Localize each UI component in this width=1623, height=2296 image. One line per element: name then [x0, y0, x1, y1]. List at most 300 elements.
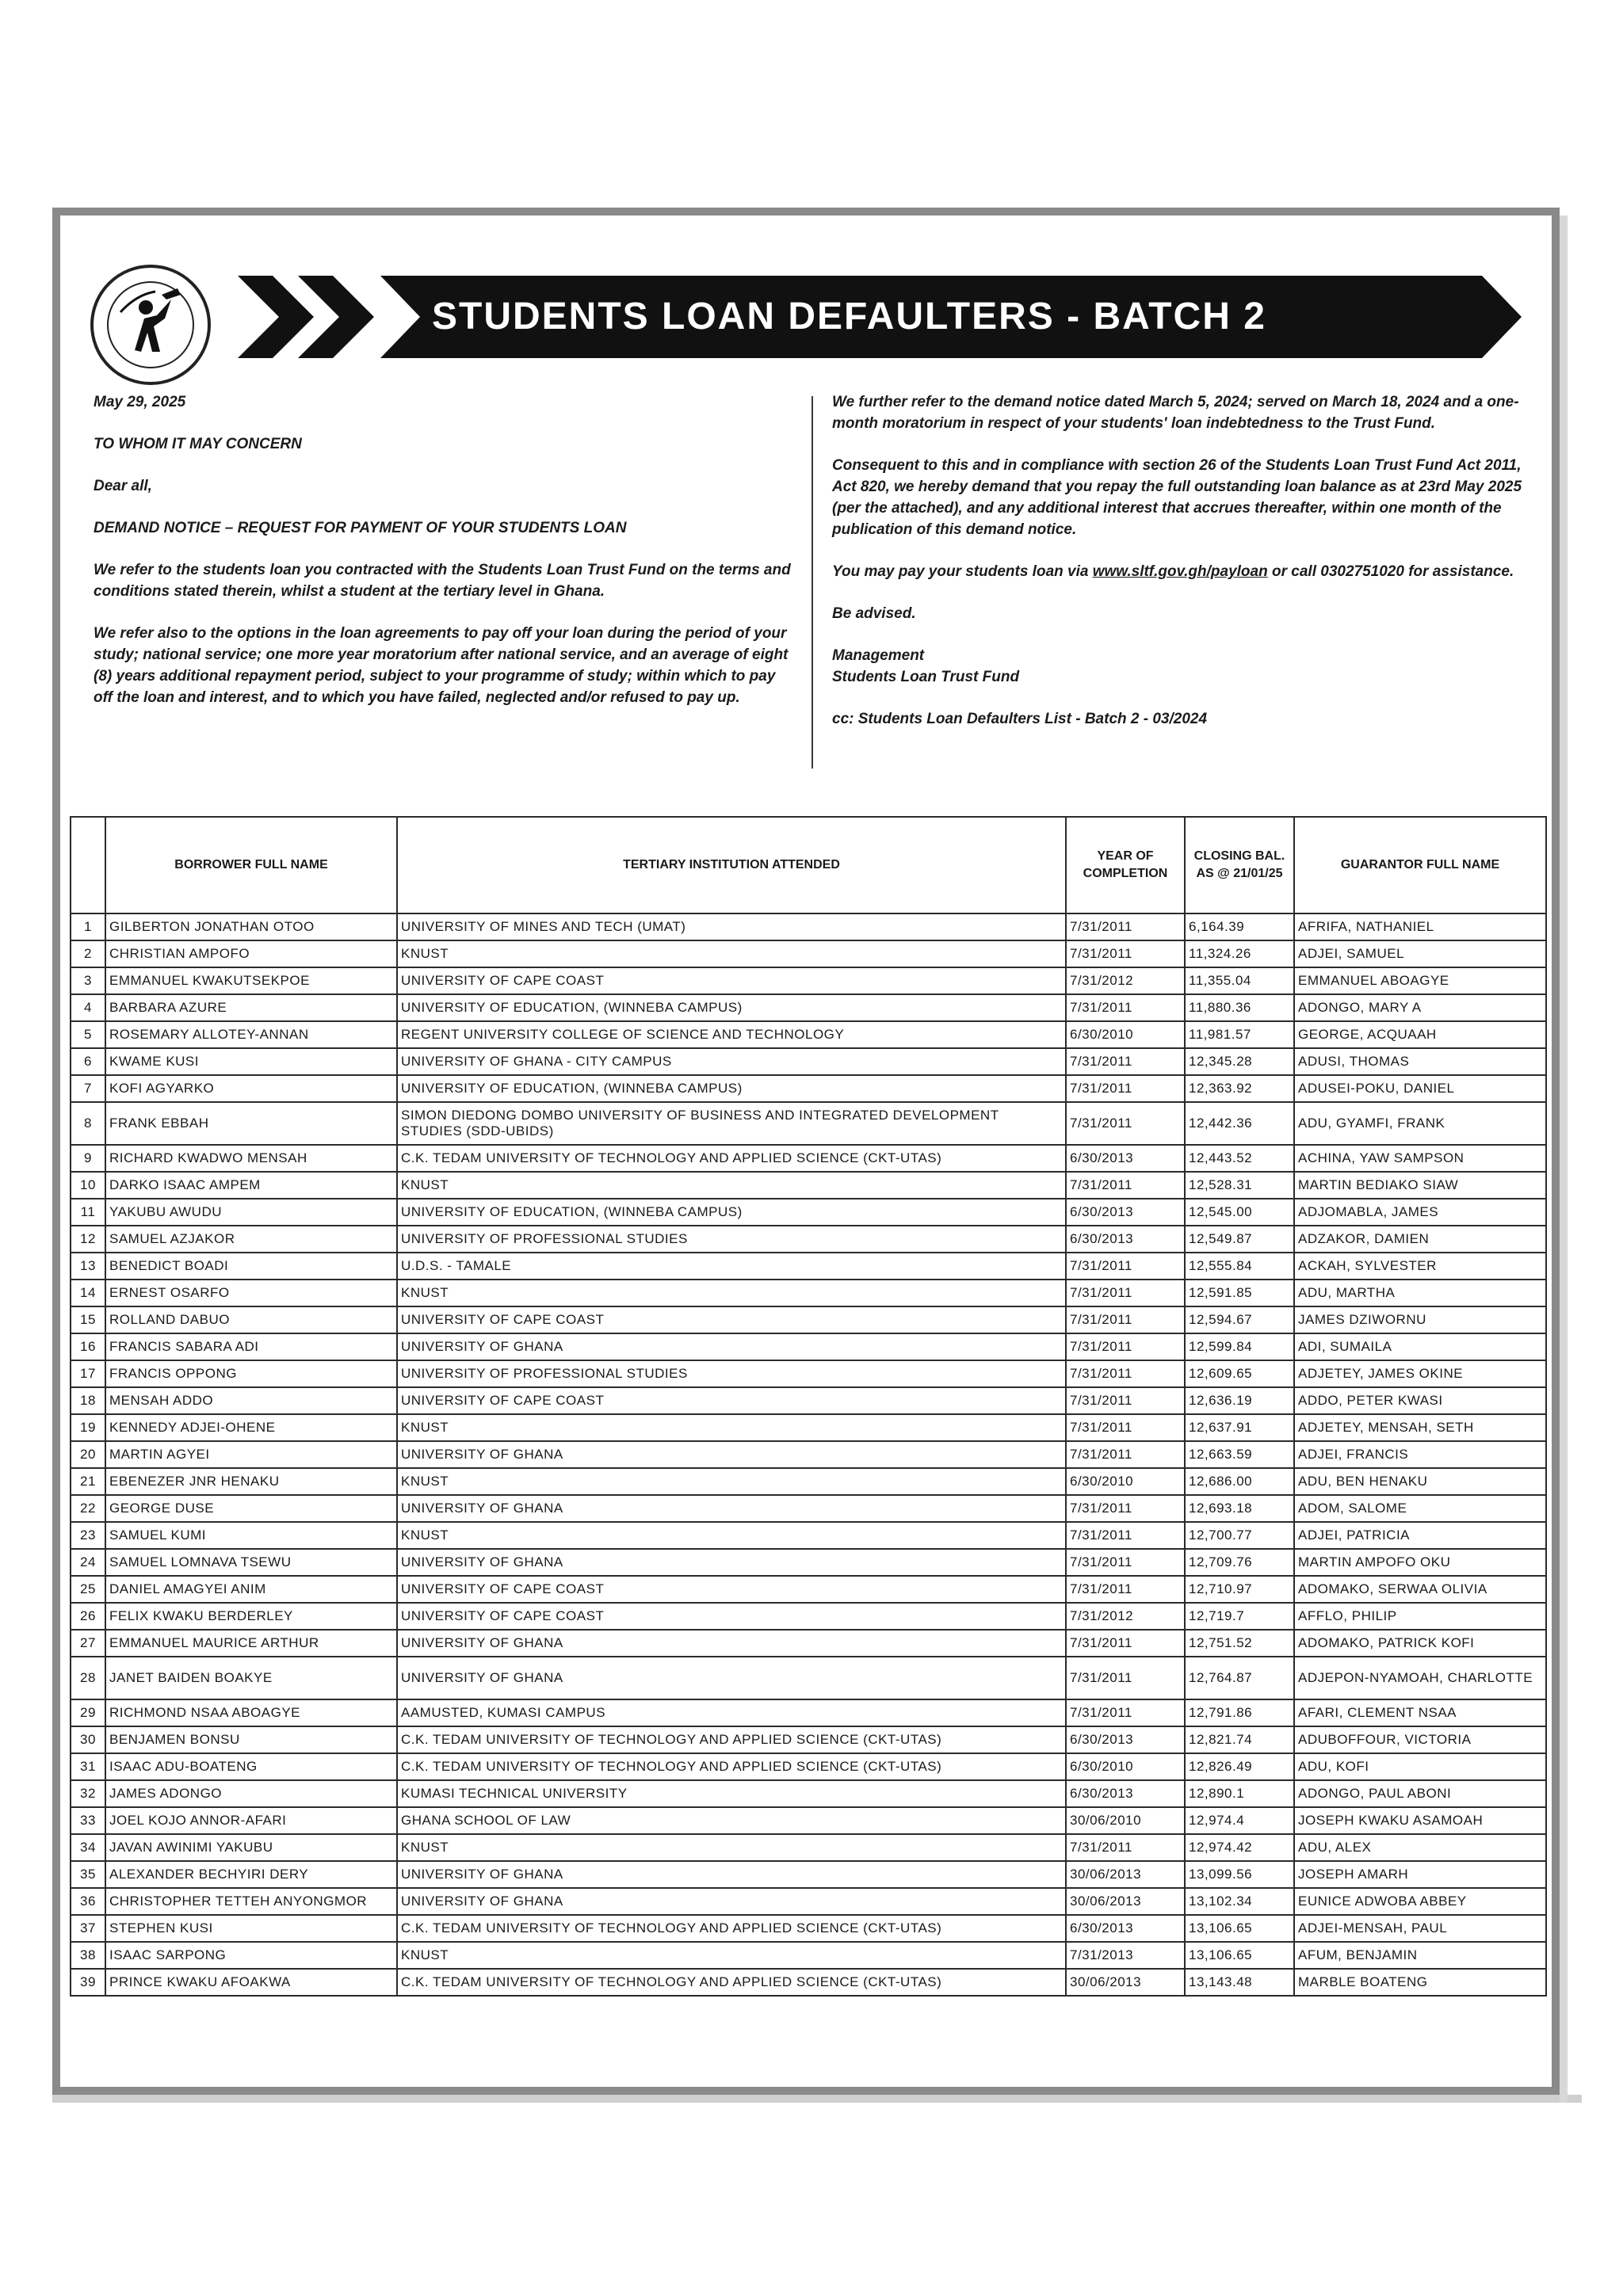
guarantor-name: ADDO, PETER KWASI	[1294, 1387, 1546, 1414]
row-number: 5	[71, 1021, 105, 1048]
guarantor-name: ADUSI, THOMAS	[1294, 1048, 1546, 1075]
institution-name: AAMUSTED, KUMASI CAMPUS	[397, 1699, 1066, 1726]
closing-balance: 12,443.52	[1185, 1145, 1294, 1172]
borrower-name: ERNEST OSARFO	[105, 1280, 397, 1306]
row-number: 7	[71, 1075, 105, 1102]
closing-balance: 13,102.34	[1185, 1888, 1294, 1915]
closing-balance: 13,143.48	[1185, 1969, 1294, 1996]
guarantor-name: ADONGO, MARY A	[1294, 994, 1546, 1021]
completion-year: 6/30/2013	[1066, 1145, 1185, 1172]
table-row	[71, 940, 1546, 967]
borrower-name: BENEDICT BOADI	[105, 1253, 397, 1280]
institution-name: UNIVERSITY OF EDUCATION, (WINNEBA CAMPUS)	[397, 1199, 1066, 1226]
completion-year: 6/30/2013	[1066, 1199, 1185, 1226]
row-number: 18	[71, 1387, 105, 1414]
table-row	[71, 1253, 1546, 1280]
row-number: 25	[71, 1576, 105, 1603]
table-row	[71, 1576, 1546, 1603]
completion-year: 30/06/2010	[1066, 1807, 1185, 1834]
table-row	[71, 1360, 1546, 1387]
closing-balance: 11,324.26	[1185, 940, 1294, 967]
closing-balance: 13,106.65	[1185, 1915, 1294, 1942]
table-row	[71, 967, 1546, 994]
table-row	[71, 1048, 1546, 1075]
table-row	[71, 1280, 1546, 1306]
table-row	[71, 1861, 1546, 1888]
completion-year: 7/31/2011	[1066, 1387, 1185, 1414]
borrower-name: YAKUBU AWUDU	[105, 1199, 397, 1226]
borrower-name: JAVAN AWINIMI YAKUBU	[105, 1834, 397, 1861]
letter-paragraph-4: Consequent to this and in compliance with section 26 of the Students Loan Trust Fund Act 2011, Act 820, we hereby demand that you repay the full outstanding loan balance as at 23rd May 2025 (per the attached), and any additional interest that accrues thereafter, within one month of the publication of this demand notice.	[832, 457, 1522, 538]
institution-name: UNIVERSITY OF EDUCATION, (WINNEBA CAMPUS)	[397, 994, 1066, 1021]
row-number: 29	[71, 1699, 105, 1726]
closing-balance: 12,528.31	[1185, 1172, 1294, 1199]
institution-name: UNIVERSITY OF GHANA	[397, 1657, 1066, 1699]
row-number: 24	[71, 1549, 105, 1576]
table-row	[71, 1387, 1546, 1414]
institution-name: UNIVERSITY OF CAPE COAST	[397, 967, 1066, 994]
guarantor-name: JAMES DZIWORNU	[1294, 1306, 1546, 1333]
borrower-name: JAMES ADONGO	[105, 1780, 397, 1807]
guarantor-name: ADJETEY, JAMES OKINE	[1294, 1360, 1546, 1387]
row-number: 9	[71, 1145, 105, 1172]
completion-year: 30/06/2013	[1066, 1861, 1185, 1888]
completion-year: 7/31/2011	[1066, 913, 1185, 940]
borrower-name: JOEL KOJO ANNOR-AFARI	[105, 1807, 397, 1834]
table-row	[71, 1603, 1546, 1630]
borrower-name: KENNEDY ADJEI-OHENE	[105, 1414, 397, 1441]
row-number: 32	[71, 1780, 105, 1807]
completion-year: 6/30/2010	[1066, 1753, 1185, 1780]
completion-year: 7/31/2011	[1066, 1102, 1185, 1145]
table-row	[71, 1522, 1546, 1549]
table-row	[71, 994, 1546, 1021]
guarantor-name: ADJETEY, MENSAH, SETH	[1294, 1414, 1546, 1441]
guarantor-name: ADI, SUMAILA	[1294, 1333, 1546, 1360]
guarantor-name: ADU, KOFI	[1294, 1753, 1546, 1780]
institution-name: UNIVERSITY OF GHANA	[397, 1333, 1066, 1360]
guarantor-name: ADU, GYAMFI, FRANK	[1294, 1102, 1546, 1145]
row-number: 22	[71, 1495, 105, 1522]
guarantor-name: AFRIFA, NATHANIEL	[1294, 913, 1546, 940]
row-number: 26	[71, 1603, 105, 1630]
guarantor-name: ADJEI, SAMUEL	[1294, 940, 1546, 967]
guarantor-name: ADJEPON-NYAMOAH, CHARLOTTE	[1294, 1657, 1546, 1699]
completion-year: 7/31/2011	[1066, 1280, 1185, 1306]
institution-name: UNIVERSITY OF PROFESSIONAL STUDIES	[397, 1360, 1066, 1387]
table-row	[71, 1021, 1546, 1048]
completion-year: 7/31/2011	[1066, 1414, 1185, 1441]
chevron-arrows	[238, 276, 396, 358]
closing-balance: 12,363.92	[1185, 1075, 1294, 1102]
institution-name: KNUST	[397, 1834, 1066, 1861]
borrower-name: FRANK EBBAH	[105, 1102, 397, 1145]
table-row	[71, 1780, 1546, 1807]
closing-balance: 12,693.18	[1185, 1495, 1294, 1522]
column-divider	[812, 396, 813, 769]
institution-name: UNIVERSITY OF GHANA	[397, 1441, 1066, 1468]
row-number: 28	[71, 1657, 105, 1699]
closing-balance: 12,700.77	[1185, 1522, 1294, 1549]
row-number: 17	[71, 1360, 105, 1387]
table-row	[71, 1549, 1546, 1576]
institution-name: KUMASI TECHNICAL UNIVERSITY	[397, 1780, 1066, 1807]
guarantor-name: ACKAH, SYLVESTER	[1294, 1253, 1546, 1280]
closing-balance: 12,826.49	[1185, 1753, 1294, 1780]
borrower-name: CHRISTIAN AMPOFO	[105, 940, 397, 967]
closing-balance: 12,890.1	[1185, 1780, 1294, 1807]
completion-year: 7/31/2011	[1066, 1253, 1185, 1280]
defaulters-table	[70, 816, 1547, 1997]
letter-left-column	[94, 391, 791, 729]
guarantor-name: ACHINA, YAW SAMPSON	[1294, 1145, 1546, 1172]
guarantor-name: GEORGE, ACQUAAH	[1294, 1021, 1546, 1048]
institution-name: UNIVERSITY OF GHANA	[397, 1495, 1066, 1522]
institution-name: UNIVERSITY OF EDUCATION, (WINNEBA CAMPUS)	[397, 1075, 1066, 1102]
institution-name: UNIVERSITY OF CAPE COAST	[397, 1306, 1066, 1333]
signature-line-2: Students Loan Trust Fund	[832, 669, 1020, 685]
guarantor-name: ADOMAKO, SERWAA OLIVIA	[1294, 1576, 1546, 1603]
closing-balance: 12,636.19	[1185, 1387, 1294, 1414]
table-row	[71, 1414, 1546, 1441]
completion-year: 7/31/2011	[1066, 1306, 1185, 1333]
completion-year: 7/31/2011	[1066, 994, 1185, 1021]
closing-balance: 12,599.84	[1185, 1333, 1294, 1360]
completion-year: 7/31/2011	[1066, 1360, 1185, 1387]
completion-year: 7/31/2011	[1066, 1630, 1185, 1657]
completion-year: 7/31/2011	[1066, 1549, 1185, 1576]
borrower-name: DARKO ISAAC AMPEM	[105, 1172, 397, 1199]
borrower-name: FELIX KWAKU BERDERLEY	[105, 1603, 397, 1630]
row-number: 39	[71, 1969, 105, 1996]
guarantor-name: ADZAKOR, DAMIEN	[1294, 1226, 1546, 1253]
institution-name: GHANA SCHOOL OF LAW	[397, 1807, 1066, 1834]
table-row	[71, 1199, 1546, 1226]
institution-name: C.K. TEDAM UNIVERSITY OF TECHNOLOGY AND APPLIED SCIENCE (CKT-UTAS)	[397, 1726, 1066, 1753]
institution-name: UNIVERSITY OF CAPE COAST	[397, 1576, 1066, 1603]
row-number: 11	[71, 1199, 105, 1226]
borrower-name: FRANCIS SABARA ADI	[105, 1333, 397, 1360]
payment-text-prefix: You may pay your students loan via	[832, 563, 1093, 580]
borrower-name: BENJAMEN BONSU	[105, 1726, 397, 1753]
institution-name: C.K. TEDAM UNIVERSITY OF TECHNOLOGY AND APPLIED SCIENCE (CKT-UTAS)	[397, 1915, 1066, 1942]
borrower-name: SAMUEL AZJAKOR	[105, 1226, 397, 1253]
guarantor-name: ADU, MARTHA	[1294, 1280, 1546, 1306]
guarantor-name: MARTIN AMPOFO OKU	[1294, 1549, 1546, 1576]
guarantor-name: ADJEI, FRANCIS	[1294, 1441, 1546, 1468]
guarantor-name: ADONGO, PAUL ABONI	[1294, 1780, 1546, 1807]
row-number: 35	[71, 1861, 105, 1888]
guarantor-name: JOSEPH KWAKU ASAMOAH	[1294, 1807, 1546, 1834]
table-row	[71, 1807, 1546, 1834]
institution-name: C.K. TEDAM UNIVERSITY OF TECHNOLOGY AND APPLIED SCIENCE (CKT-UTAS)	[397, 1145, 1066, 1172]
completion-year: 6/30/2013	[1066, 1726, 1185, 1753]
institution-name: UNIVERSITY OF MINES AND TECH (UMAT)	[397, 913, 1066, 940]
institution-name: C.K. TEDAM UNIVERSITY OF TECHNOLOGY AND APPLIED SCIENCE (CKT-UTAS)	[397, 1969, 1066, 1996]
letter-cc: cc: Students Loan Defaulters List - Batch 2 - 03/2024	[832, 711, 1208, 727]
closing-balance: 12,709.76	[1185, 1549, 1294, 1576]
borrower-name: JANET BAIDEN BOAKYE	[105, 1657, 397, 1699]
borrower-name: KOFI AGYARKO	[105, 1075, 397, 1102]
closing-balance: 12,686.00	[1185, 1468, 1294, 1495]
completion-year: 7/31/2012	[1066, 967, 1185, 994]
letter-recipient: TO WHOM IT MAY CONCERN	[94, 436, 302, 452]
completion-year: 7/31/2011	[1066, 1172, 1185, 1199]
frame-shadow	[52, 2095, 1582, 2103]
completion-year: 7/31/2011	[1066, 1048, 1185, 1075]
borrower-name: ISAAC ADU-BOATENG	[105, 1753, 397, 1780]
letter-paragraph-5	[832, 561, 1545, 582]
borrower-name: RICHARD KWADWO MENSAH	[105, 1145, 397, 1172]
borrower-name: BARBARA AZURE	[105, 994, 397, 1021]
closing-balance: 12,545.00	[1185, 1199, 1294, 1226]
completion-year: 6/30/2010	[1066, 1468, 1185, 1495]
header-borrower-name: BORROWER FULL NAME	[105, 817, 397, 913]
institution-name: UNIVERSITY OF GHANA	[397, 1630, 1066, 1657]
institution-name: KNUST	[397, 1522, 1066, 1549]
institution-name: U.D.S. - TAMALE	[397, 1253, 1066, 1280]
frame-shadow-right	[1560, 215, 1568, 2103]
institution-name: REGENT UNIVERSITY COLLEGE OF SCIENCE AND TECHNOLOGY	[397, 1021, 1066, 1048]
borrower-name: FRANCIS OPPONG	[105, 1360, 397, 1387]
table-row	[71, 1306, 1546, 1333]
letter-subject: DEMAND NOTICE – REQUEST FOR PAYMENT OF YOUR STUDENTS LOAN	[94, 520, 627, 536]
table-row	[71, 1102, 1546, 1145]
row-number: 33	[71, 1807, 105, 1834]
guarantor-name: ADUSEI-POKU, DANIEL	[1294, 1075, 1546, 1102]
institution-name: SIMON DIEDONG DOMBO UNIVERSITY OF BUSINESS AND INTEGRATED DEVELOPMENT STUDIES (SDD-UBIDS)	[397, 1102, 1066, 1145]
borrower-name: RICHMOND NSAA ABOAGYE	[105, 1699, 397, 1726]
guarantor-name: MARTIN BEDIAKO SIAW	[1294, 1172, 1546, 1199]
table-row	[71, 1942, 1546, 1969]
table-row	[71, 1630, 1546, 1657]
guarantor-name: ADOM, SALOME	[1294, 1495, 1546, 1522]
row-number: 19	[71, 1414, 105, 1441]
completion-year: 7/31/2013	[1066, 1942, 1185, 1969]
row-number: 20	[71, 1441, 105, 1468]
completion-year: 7/31/2011	[1066, 1333, 1185, 1360]
letter-greeting: Dear all,	[94, 478, 152, 494]
institution-name: UNIVERSITY OF GHANA	[397, 1861, 1066, 1888]
borrower-name: ISAAC SARPONG	[105, 1942, 397, 1969]
guarantor-name: ADJOMABLA, JAMES	[1294, 1199, 1546, 1226]
closing-balance: 12,442.36	[1185, 1102, 1294, 1145]
closing-balance: 12,974.4	[1185, 1807, 1294, 1834]
guarantor-name: AFUM, BENJAMIN	[1294, 1942, 1546, 1969]
borrower-name: STEPHEN KUSI	[105, 1915, 397, 1942]
row-number: 31	[71, 1753, 105, 1780]
borrower-name: GILBERTON JONATHAN OTOO	[105, 913, 397, 940]
row-number: 36	[71, 1888, 105, 1915]
row-number: 14	[71, 1280, 105, 1306]
institution-name: KNUST	[397, 940, 1066, 967]
guarantor-name: ADUBOFFOUR, VICTORIA	[1294, 1726, 1546, 1753]
closing-balance: 12,549.87	[1185, 1226, 1294, 1253]
completion-year: 6/30/2013	[1066, 1780, 1185, 1807]
row-number: 30	[71, 1726, 105, 1753]
row-number: 13	[71, 1253, 105, 1280]
completion-year: 7/31/2011	[1066, 1522, 1185, 1549]
borrower-name: SAMUEL KUMI	[105, 1522, 397, 1549]
row-number: 12	[71, 1226, 105, 1253]
guarantor-name: ADU, BEN HENAKU	[1294, 1468, 1546, 1495]
table-row	[71, 1726, 1546, 1753]
closing-balance: 12,751.52	[1185, 1630, 1294, 1657]
completion-year: 6/30/2010	[1066, 1021, 1185, 1048]
closing-balance: 13,099.56	[1185, 1861, 1294, 1888]
borrower-name: PRINCE KWAKU AFOAKWA	[105, 1969, 397, 1996]
table-row	[71, 913, 1546, 940]
borrower-name: ALEXANDER BECHYIRI DERY	[105, 1861, 397, 1888]
closing-balance: 12,637.91	[1185, 1414, 1294, 1441]
row-number: 37	[71, 1915, 105, 1942]
row-number: 27	[71, 1630, 105, 1657]
borrower-name: KWAME KUSI	[105, 1048, 397, 1075]
header-balance: CLOSING BAL. AS @ 21/01/25	[1185, 817, 1294, 913]
table-row	[71, 1172, 1546, 1199]
table-row	[71, 1495, 1546, 1522]
borrower-name: ROSEMARY ALLOTEY-ANNAN	[105, 1021, 397, 1048]
borrower-name: MARTIN AGYEI	[105, 1441, 397, 1468]
borrower-name: EMMANUEL KWAKUTSEKPOE	[105, 967, 397, 994]
table-row	[71, 1834, 1546, 1861]
letter-advised: Be advised.	[832, 605, 916, 622]
institution-name: UNIVERSITY OF CAPE COAST	[397, 1603, 1066, 1630]
completion-year: 7/31/2011	[1066, 1075, 1185, 1102]
borrower-name: SAMUEL LOMNAVA TSEWU	[105, 1549, 397, 1576]
closing-balance: 12,663.59	[1185, 1441, 1294, 1468]
table-row	[71, 1969, 1546, 1996]
table-header-row	[71, 817, 1546, 913]
guarantor-name: AFFLO, PHILIP	[1294, 1603, 1546, 1630]
closing-balance: 13,106.65	[1185, 1942, 1294, 1969]
row-number: 2	[71, 940, 105, 967]
table-row	[71, 1075, 1546, 1102]
table-row	[71, 1915, 1546, 1942]
table-row	[71, 1657, 1546, 1699]
row-number: 4	[71, 994, 105, 1021]
row-number: 38	[71, 1942, 105, 1969]
closing-balance: 12,764.87	[1185, 1657, 1294, 1699]
page-title: STUDENTS LOAN DEFAULTERS - BATCH 2	[432, 296, 1266, 338]
header-guarantor: GUARANTOR FULL NAME	[1294, 817, 1546, 913]
borrower-name: DANIEL AMAGYEI ANIM	[105, 1576, 397, 1603]
guarantor-name: MARBLE BOATENG	[1294, 1969, 1546, 1996]
header-institution: TERTIARY INSTITUTION ATTENDED	[397, 817, 1066, 913]
borrower-name: CHRISTOPHER TETTEH ANYONGMOR	[105, 1888, 397, 1915]
table-row	[71, 1226, 1546, 1253]
row-number: 15	[71, 1306, 105, 1333]
row-number: 6	[71, 1048, 105, 1075]
closing-balance: 12,710.97	[1185, 1576, 1294, 1603]
institution-name: UNIVERSITY OF GHANA - CITY CAMPUS	[397, 1048, 1066, 1075]
closing-balance: 11,880.36	[1185, 994, 1294, 1021]
letter-right-column	[832, 391, 1545, 750]
table-row	[71, 1145, 1546, 1172]
row-number: 16	[71, 1333, 105, 1360]
completion-year: 7/31/2011	[1066, 1576, 1185, 1603]
completion-year: 7/31/2012	[1066, 1603, 1185, 1630]
borrower-name: ROLLAND DABUO	[105, 1306, 397, 1333]
closing-balance: 12,594.67	[1185, 1306, 1294, 1333]
table-row	[71, 1753, 1546, 1780]
row-number: 34	[71, 1834, 105, 1861]
table-row	[71, 1468, 1546, 1495]
borrower-name: EBENEZER JNR HENAKU	[105, 1468, 397, 1495]
row-number: 21	[71, 1468, 105, 1495]
completion-year: 7/31/2011	[1066, 1699, 1185, 1726]
closing-balance: 12,591.85	[1185, 1280, 1294, 1306]
row-number: 1	[71, 913, 105, 940]
completion-year: 7/31/2011	[1066, 1657, 1185, 1699]
guarantor-name: ADJEI-MENSAH, PAUL	[1294, 1915, 1546, 1942]
row-number: 23	[71, 1522, 105, 1549]
closing-balance: 12,345.28	[1185, 1048, 1294, 1075]
completion-year: 6/30/2013	[1066, 1226, 1185, 1253]
institution-name: KNUST	[397, 1280, 1066, 1306]
guarantor-name: EUNICE ADWOBA ABBEY	[1294, 1888, 1546, 1915]
table-row	[71, 1441, 1546, 1468]
letter-date: May 29, 2025	[94, 394, 186, 410]
institution-name: UNIVERSITY OF GHANA	[397, 1549, 1066, 1576]
header-year: YEAR OF COMPLETION	[1066, 817, 1185, 913]
institution-name: KNUST	[397, 1942, 1066, 1969]
institution-name: UNIVERSITY OF GHANA	[397, 1888, 1066, 1915]
completion-year: 6/30/2013	[1066, 1915, 1185, 1942]
payment-text-suffix: or call 0302751020 for assistance.	[1267, 563, 1514, 580]
borrower-name: EMMANUEL MAURICE ARTHUR	[105, 1630, 397, 1657]
closing-balance: 12,791.86	[1185, 1699, 1294, 1726]
table-row	[71, 1888, 1546, 1915]
institution-name: KNUST	[397, 1414, 1066, 1441]
guarantor-name: ADU, ALEX	[1294, 1834, 1546, 1861]
letter-paragraph-1: We refer to the students loan you contracted with the Students Loan Trust Fund on the terms and conditions stated therein, whilst a student at the tertiary level in Ghana.	[94, 562, 791, 600]
closing-balance: 11,981.57	[1185, 1021, 1294, 1048]
guarantor-name: AFARI, CLEMENT NSAA	[1294, 1699, 1546, 1726]
institution-name: UNIVERSITY OF PROFESSIONAL STUDIES	[397, 1226, 1066, 1253]
table-row	[71, 1699, 1546, 1726]
completion-year: 30/06/2013	[1066, 1969, 1185, 1996]
letter-paragraph-2: We refer also to the options in the loan agreements to pay off your loan during the period of your study; national service; one more year moratorium after national service, and an average of eight (8) years additional repayment period, subject to your programme of study; within which to pay off the loan and interest, and to which you have failed, neglected and/or refused to pay up.	[94, 625, 789, 706]
institution-name: KNUST	[397, 1468, 1066, 1495]
closing-balance: 12,974.42	[1185, 1834, 1294, 1861]
completion-year: 7/31/2011	[1066, 940, 1185, 967]
closing-balance: 12,821.74	[1185, 1726, 1294, 1753]
row-number: 8	[71, 1102, 105, 1145]
completion-year: 7/31/2011	[1066, 1441, 1185, 1468]
borrower-name: MENSAH ADDO	[105, 1387, 397, 1414]
payment-link[interactable]: www.sltf.gov.gh/payloan	[1092, 563, 1268, 580]
guarantor-name: JOSEPH AMARH	[1294, 1861, 1546, 1888]
header-number	[71, 817, 105, 913]
completion-year: 7/31/2011	[1066, 1495, 1185, 1522]
table-row	[71, 1333, 1546, 1360]
closing-balance: 12,555.84	[1185, 1253, 1294, 1280]
letter-paragraph-3: We further refer to the demand notice dated March 5, 2024; served on March 18, 2024 and a one-month moratorium in respect of your students' loan indebtedness to the Trust Fund.	[832, 394, 1519, 432]
closing-balance: 12,609.65	[1185, 1360, 1294, 1387]
signature-line-1: Management	[832, 647, 925, 664]
borrower-name: GEORGE DUSE	[105, 1495, 397, 1522]
guarantor-name: ADOMAKO, PATRICK KOFI	[1294, 1630, 1546, 1657]
row-number: 10	[71, 1172, 105, 1199]
institution-name: C.K. TEDAM UNIVERSITY OF TECHNOLOGY AND APPLIED SCIENCE (CKT-UTAS)	[397, 1753, 1066, 1780]
institution-name: KNUST	[397, 1172, 1066, 1199]
closing-balance: 12,719.7	[1185, 1603, 1294, 1630]
row-number: 3	[71, 967, 105, 994]
completion-year: 30/06/2013	[1066, 1888, 1185, 1915]
closing-balance: 6,164.39	[1185, 913, 1294, 940]
guarantor-name: EMMANUEL ABOAGYE	[1294, 967, 1546, 994]
